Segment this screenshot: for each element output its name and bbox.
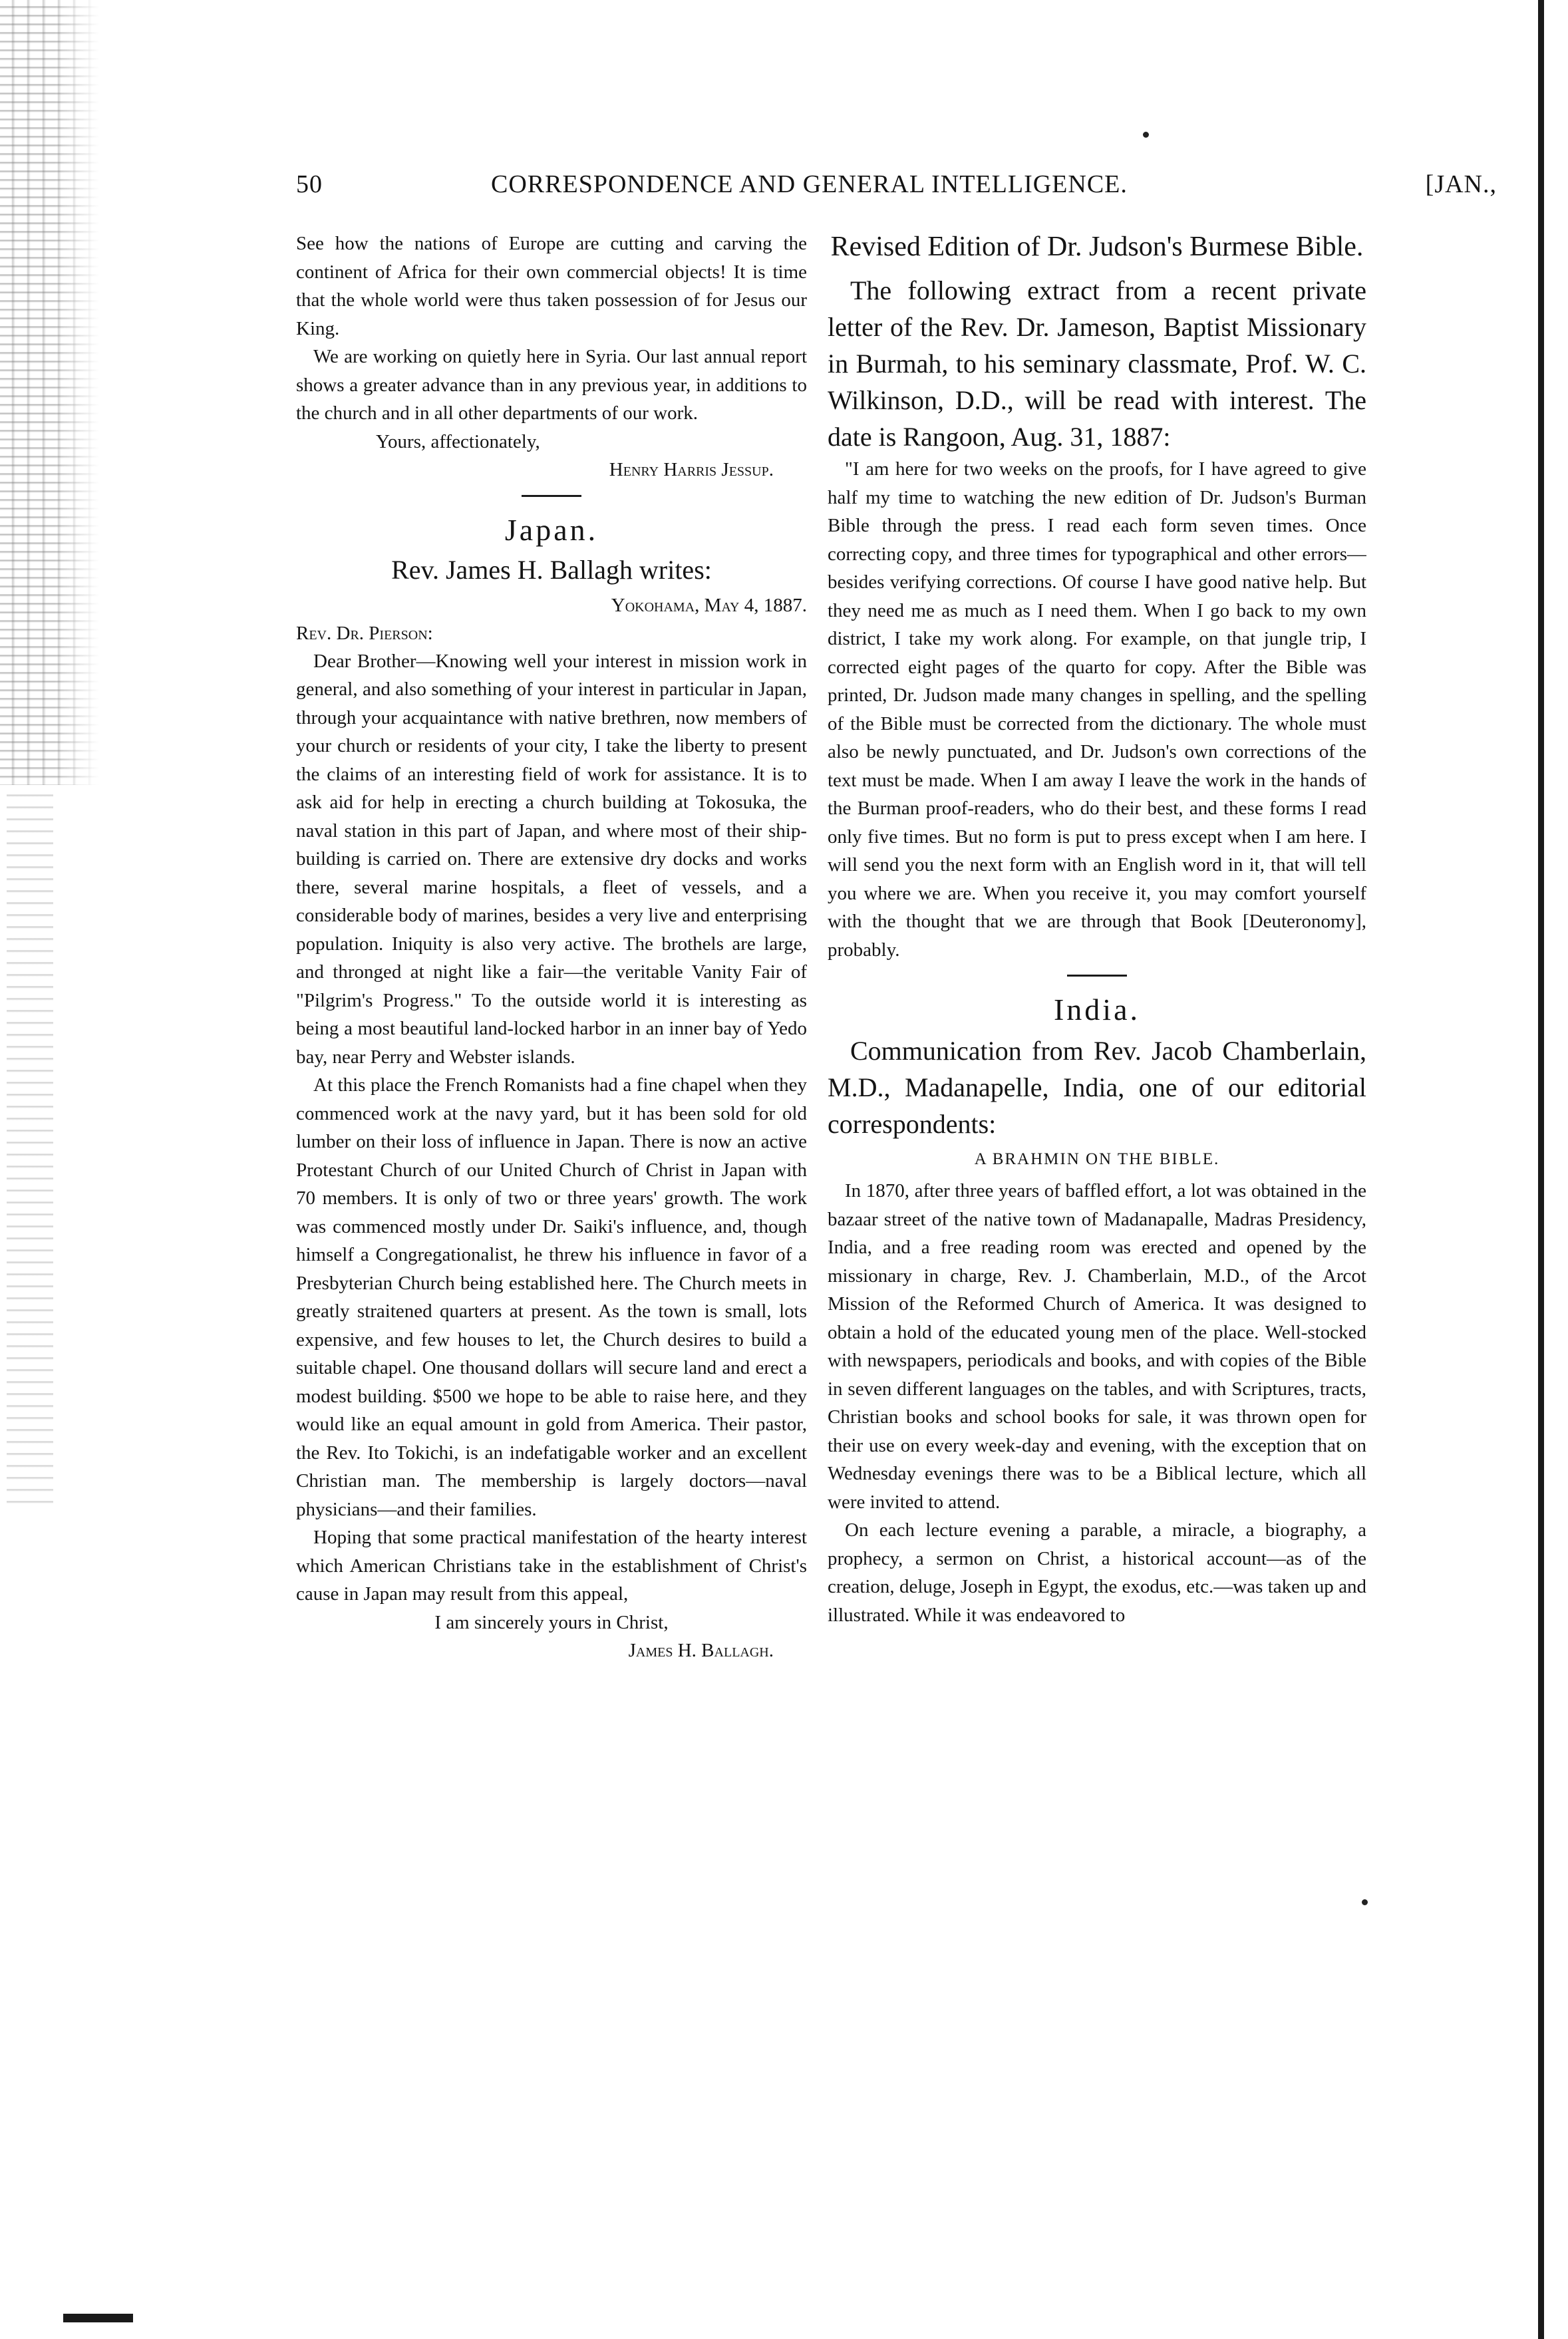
page-edge-line	[1538, 0, 1544, 2339]
section-title-judson-bible: Revised Edition of Dr. Judson's Burmese Bible.	[830, 232, 1364, 262]
japan-subtitle: Rev. James H. Ballagh writes:	[391, 554, 712, 585]
india-paragraph: In 1870, after three years of baffled effort, a lot was obtained in the bazaar street of the native town of Madanapalle, Madras Presidency, India, and a free reading room was erected and opened by the missionary in charge, Rev. J. Chamberlain, M.D., of the Arcot Mission of the Reformed Church of America. It was designed to obtain a hold of the educated young men of the place. Well-stocked with newspapers, periodicals and books, and with copies of the Bible in seven different languages on the tables, and with Scriptures, tracts, Christian books and school books for sale, it was thrown open for their use on every week-day and evening, with the exception that on Wednesday evenings there was to be a Biblical lecture, which all were invited to attend.	[828, 1180, 1366, 1513]
right-column	[828, 230, 1366, 2212]
stray-ink-dot	[1143, 132, 1149, 138]
japan-paragraph: Dear Brother—Knowing well your interest in mission work in general, and also something of your interest in particular in Japan, through your acquaintance with native brethren, now members of your church or residents of your city, I take the liberty to present the claims of an interesting field of work for assistance. It is to ask aid for help in erecting a church building at Tokosuka, the naval station in this part of Japan, and where most of their ship-building is carried on. There are extensive dry docks and works there, several marine hospitals, a fleet of vessels, and a considerable body of marines, besides a very live and enterprising population. Iniquity is also very active. The brothels are large, and thronged at night like a fair—the veritable Vanity Fair of "Pilgrim's Progress." To the outside world it is interesting as being a most beautiful land-locked harbor in an inner bay of Yedo bay, near Perry and Webster islands.	[296, 650, 807, 1068]
scan-bottom-mark	[63, 2314, 133, 2322]
japan-salutation: Rev. Dr. Pierson:	[296, 622, 433, 644]
section-divider	[1067, 975, 1127, 977]
page-number: 50	[296, 170, 323, 198]
japan-signature: James H. Ballagh.	[628, 1640, 774, 1661]
japan-paragraph: Hoping that some practical manifestation of the hearty interest which American Christians take in the establishment of Christ's cause in Japan may result from this appeal,	[296, 1527, 807, 1605]
japan-paragraph: At this place the French Romanists had a fine chapel when they commenced work at the navy yard, but it has been sold for old lumber on their loss of influence in Japan. There is now an active Protestant Church of our United Church of Christ in Japan with 70 members. It is only of two or three years' growth. The work was commenced mostly under Dr. Saiki's influence, and, though himself a Congregationalist, he threw his influence in favor of a Presbyterian Church being established here. The Church meets in greatly straitened quarters at present. As the town is small, lots expensive, and few houses to let, the Church desires to build a suitable chapel. One thousand dollars will secure land and erect a modest building. $500 we hope to be able to raise here, and they would like an equal amount in gold from America. Their pastor, the Rev. Ito Tokichi, is an indefatigable worker and an excellent Christian man. The membership is largely doctors—naval physicians—and their families.	[296, 1074, 807, 1520]
left-column	[296, 230, 807, 2212]
syria-signature: Henry Harris Jessup.	[609, 459, 774, 480]
judson-quote: "I am here for two weeks on the proofs, for I have agreed to give half my time to watching the new edition of Dr. Judson's Burman Bible through the press. I read each form seven times. Once correcting copy, and three times for typographical and other errors—besides verifying corrections. Of course I have good native help. But they need me as much as I need them. When I go back to my own district, I take my work along. For example, on that jungle trip, I corrected eight pages of the quarto for copy. After the Bible was printed, Dr. Judson made many changes in spelling, and the spelling of the Bible must be corrected from the dictionary. The whole must also be newly punctuated, and Dr. Judson's own corrections of the text must be made. When I am away I leave the work in the hands of the Burman proof-readers, who do their best, and these forms I read only five times. But no form is put to press except when I am here. I will send you the next form with an English word in it, that will tell you where we are. When you receive it, you may comfort yourself with the thought that we are through that Book [Deuteronomy], probably.	[828, 458, 1366, 961]
india-lead: Communication from Rev. Jacob Chamberlain, M.D., Madanapelle, India, one of our editorial correspondents:	[828, 1036, 1366, 1139]
japan-dateline: Yokohama, May 4, 1887.	[611, 594, 807, 616]
section-title-japan: Japan.	[504, 512, 599, 547]
issue-month: [JAN.,	[1425, 170, 1497, 198]
judson-lead: The following extract from a recent private letter of the Rev. Dr. Jameson, Baptist Missionary in Burmah, to his seminary classmate, Prof. W. C. Wilkinson, D.D., will be read with interest. The date is Rangoon, Aug. 31, 1887:	[828, 275, 1366, 452]
syria-closing: Yours, affectionately,	[376, 430, 540, 452]
india-paragraph: On each lecture evening a parable, a miracle, a biography, a prophecy, a sermon on Christ, a historical account—as of the creation, deluge, Joseph in Egypt, the exodus, etc.—was taken up and illustrated. While it was endeavored to	[828, 1519, 1366, 1626]
scan-binding-noise-lower	[7, 785, 53, 1503]
running-header	[296, 170, 1497, 216]
scan-binding-noise	[0, 0, 100, 785]
section-divider	[522, 495, 581, 497]
syria-paragraph: We are working on quietly here in Syria. Our last annual report shows a greater advance than in any previous year, in additions to the church and in all other departments of our work.	[296, 346, 807, 424]
section-title-india: India.	[1053, 993, 1140, 1026]
india-subheading: A BRAHMIN ON THE BIBLE.	[974, 1150, 1220, 1168]
syria-paragraph: See how the nations of Europe are cutting and carving the continent of Africa for their own commercial objects! It is time that the whole world were thus taken possession of for Jesus our King.	[296, 233, 807, 339]
japan-closing: I am sincerely yours in Christ,	[434, 1611, 669, 1633]
running-head-title: CORRESPONDENCE AND GENERAL INTELLIGENCE.	[491, 170, 1128, 198]
